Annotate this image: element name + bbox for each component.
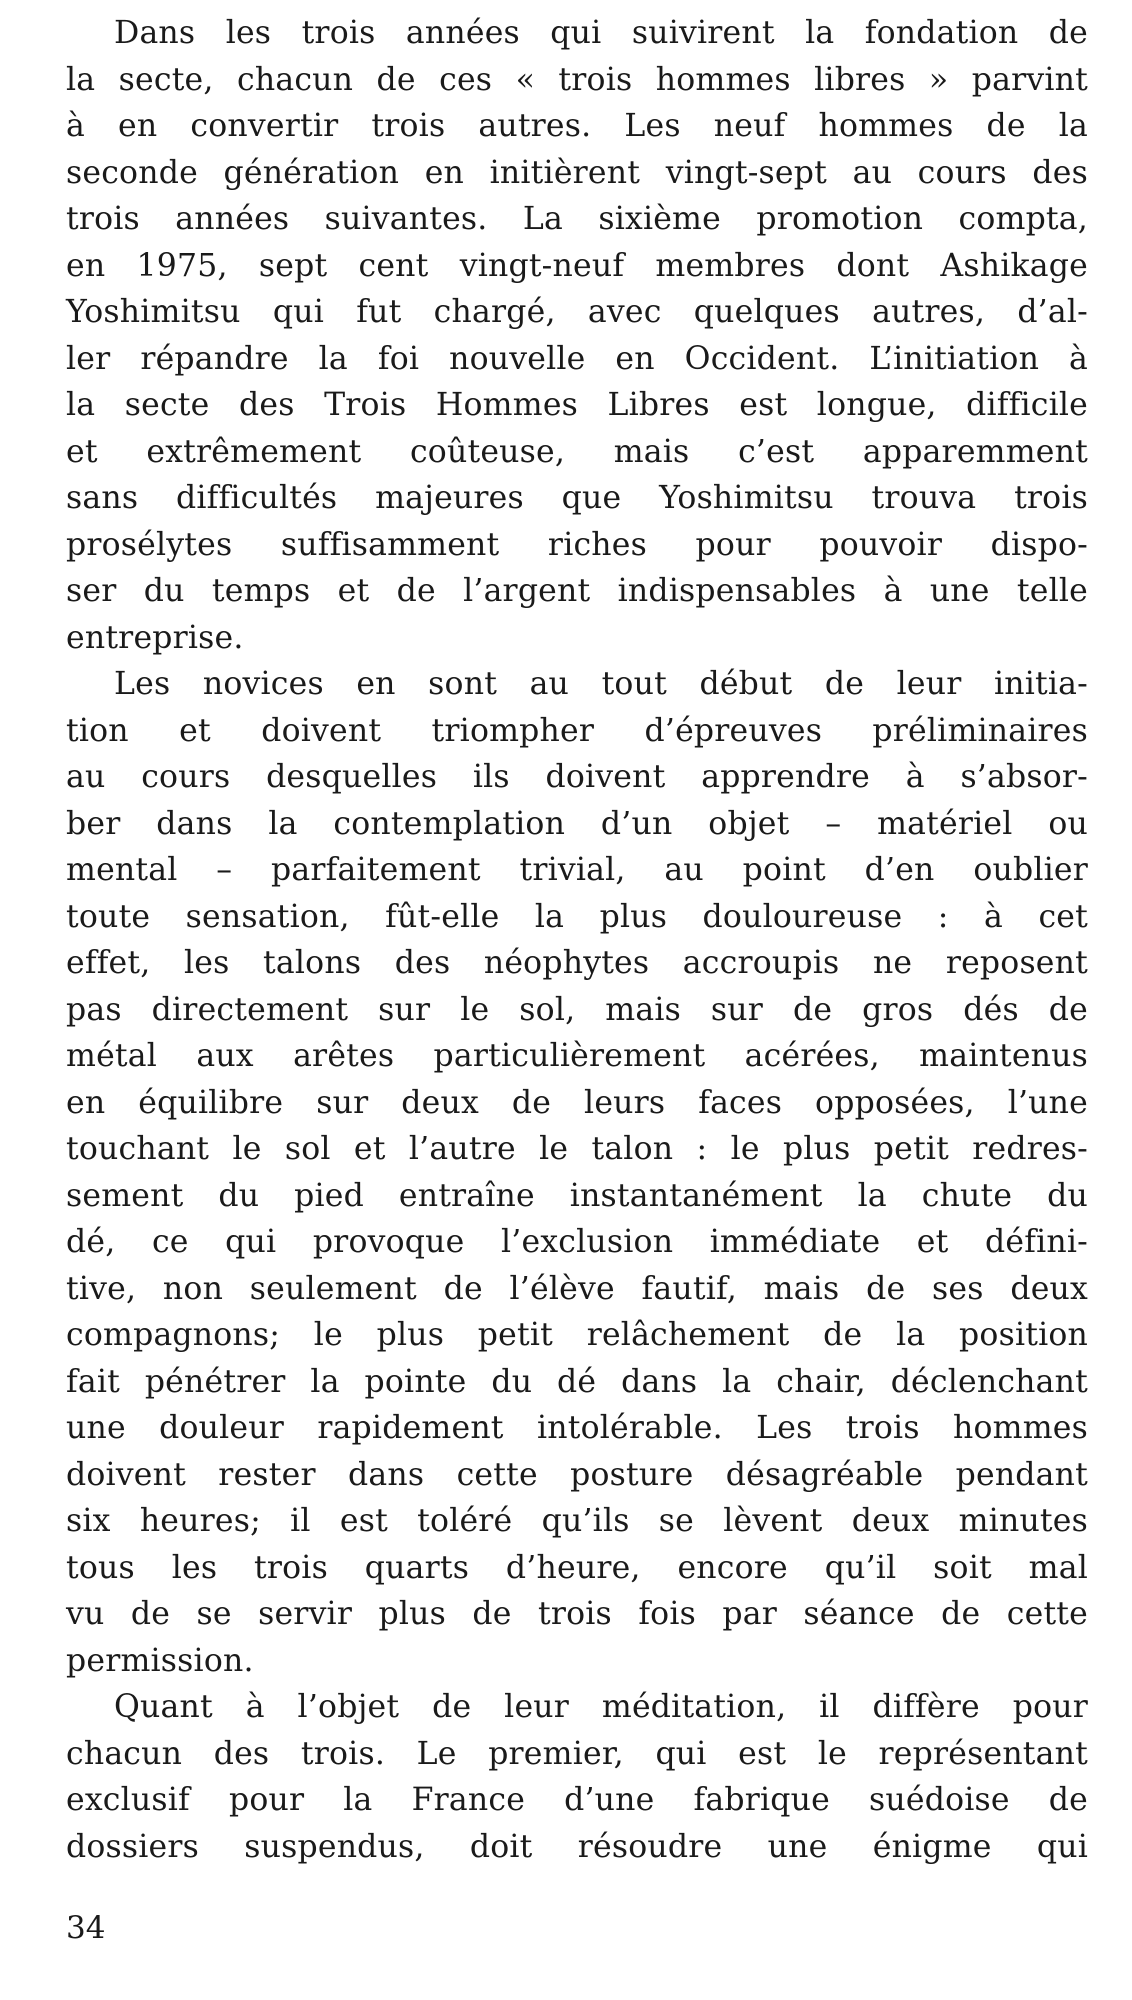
text-line: tion et doivent triompher d’épreuves préliminaires [66,712,1088,749]
text-line: doivent rester dans cette posture désagréable pendant [66,1456,1088,1493]
text-line: la secte des Trois Hommes Libres est longue, difficile [66,387,1088,423]
text-line: la secte, chacun de ces « trois hommes libres » parvint [66,61,1088,98]
text-line: métal aux arêtes particulièrement acérées, maintenus [66,1038,1088,1074]
text-line: à en convertir trois autres. Les neuf hommes de la [66,108,1088,144]
text-line: touchant le sol et l’autre le talon : le plus petit redres- [66,1131,1088,1167]
text-line: mental – parfaitement trivial, au point d’en oublier [66,852,1088,888]
text-line: tive, non seulement de l’élève fautif, mais de ses deux [66,1270,1088,1307]
text-line: toute sensation, fût-elle la plus douloureuse : à cet [66,898,1088,935]
text-line: permission. [66,1642,254,1679]
text-line: en équilibre sur deux de leurs faces opposées, l’une [66,1084,1088,1121]
text-line: une douleur rapidement intolérable. Les trois hommes [66,1410,1088,1446]
text-line: chacun des trois. Le premier, qui est le représentant [66,1735,1088,1772]
text-line: pas directement sur le sol, mais sur de gros dés de [66,991,1088,1028]
text-line: et extrêmement coûteuse, mais c’est apparemment [66,433,1088,470]
text-line: seconde génération en initièrent vingt-sept au cours des [66,154,1088,191]
text-line: ber dans la contemplation d’un objet – matériel ou [66,805,1088,842]
text-line: sans difficultés majeures que Yoshimitsu trouva trois [66,480,1088,516]
text-line: fait pénétrer la pointe du dé dans la chair, déclenchant [66,1363,1088,1400]
text-line: dé, ce qui provoque l’exclusion immédiate et défini- [66,1224,1088,1260]
text-line: exclusif pour la France d’une fabrique suédoise de [66,1782,1088,1818]
text-line: trois années suivantes. La sixième promotion compta, [66,201,1088,237]
text-line: tous les trois quarts d’heure, encore qu’il soit mal [66,1549,1088,1586]
text-line: ser du temps et de l’argent indispensables à une telle [66,573,1088,609]
text-line: effet, les talons des néophytes accroupis ne reposent [66,945,1088,981]
text-line: sement du pied entraîne instantanément la chute du [66,1177,1088,1214]
page-number: 34 [66,1910,106,1946]
text-line: Yoshimitsu qui fut chargé, avec quelques autres, d’al- [66,294,1088,330]
text-line: Dans les trois années qui suivirent la fondation de [114,15,1088,51]
text-line: six heures; il est toléré qu’ils se lèvent deux minutes [66,1503,1088,1539]
text-line: Quant à l’objet de leur méditation, il diffère pour [114,1689,1088,1725]
text-line: ler répandre la foi nouvelle en Occident. L’initiation à [66,340,1088,377]
text-line: Les novices en sont au tout début de leur initia- [114,666,1088,702]
text-line: au cours desquelles ils doivent apprendre à s’absor- [66,759,1088,795]
text-line: en 1975, sept cent vingt-neuf membres dont Ashikage [66,247,1088,284]
body-text [66,10,1088,1870]
text-line: compagnons; le plus petit relâchement de la position [66,1317,1088,1353]
text-line: vu de se servir plus de trois fois par séance de cette [66,1596,1088,1632]
text-line: prosélytes suffisamment riches pour pouvoir dispo- [66,526,1088,563]
text-line: dossiers suspendus, doit résoudre une énigme qui [66,1828,1088,1865]
text-line: entreprise. [66,619,244,656]
